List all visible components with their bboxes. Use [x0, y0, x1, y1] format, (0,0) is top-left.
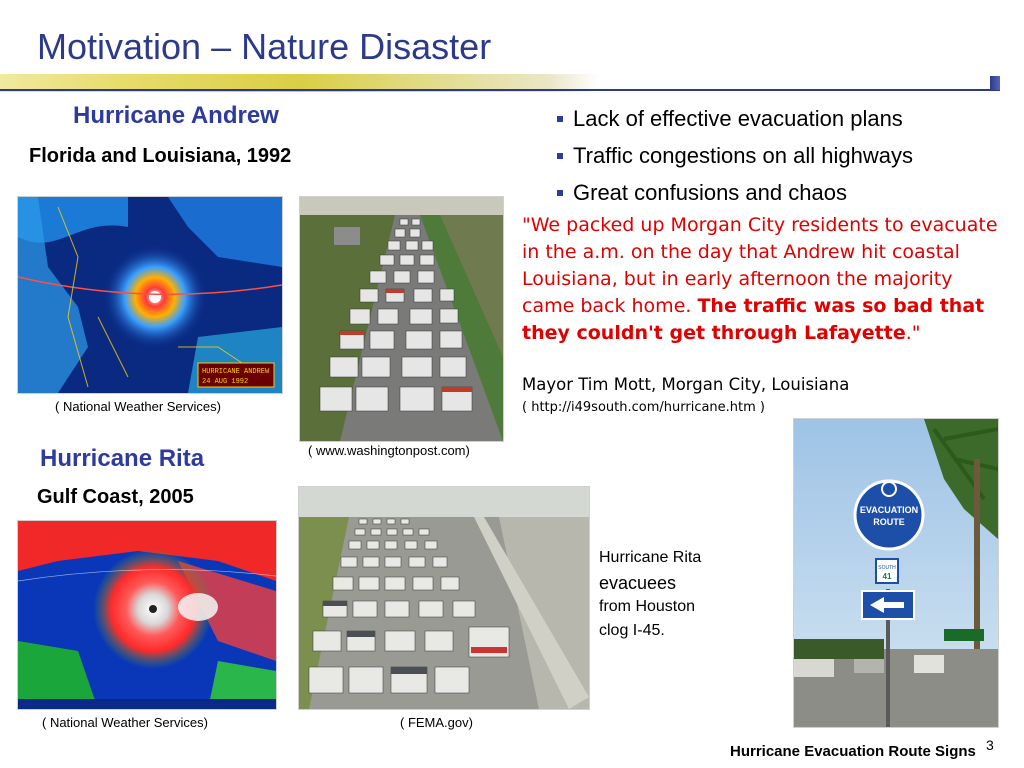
rita-satellite-caption: ( National Weather Services): [42, 715, 208, 730]
quote-part1: "We packed up Morgan City residents to evacuate in the a.m. on the day that Andrew hit coastal Louisiana, but in early afternoon the majority came back home.: [522, 214, 998, 317]
andrew-satellite-caption: ( National Weather Services): [55, 399, 221, 414]
mayor-quote: [522, 212, 1010, 347]
rita-text-line2: evacuees: [599, 573, 677, 593]
sign-text-line2: ROUTE: [873, 517, 905, 527]
page-number: 3: [986, 737, 994, 753]
andrew-traffic-caption: ( www.washingtonpost.com): [308, 443, 470, 458]
sign-photo-caption: Hurricane Evacuation Route Signs: [730, 743, 976, 760]
rita-text-line3: from Houston: [599, 598, 696, 615]
evacuation-sign-photo: [793, 418, 999, 728]
rita-traffic-photo: [298, 486, 590, 710]
rita-text-line1: Hurricane Rita: [599, 549, 702, 566]
andrew-stamp-line2: 24 AUG 1992: [202, 378, 249, 386]
bullet-marker-icon: [557, 190, 563, 196]
bullet-marker-icon: [557, 116, 563, 122]
bullet-marker-icon: [557, 153, 563, 159]
bullet-item: Great confusions and chaos: [557, 174, 913, 211]
bullet-item: Lack of effective evacuation plans: [557, 100, 913, 137]
title-rule: [0, 89, 1000, 91]
bullet-item: Traffic congestions on all highways: [557, 137, 913, 174]
shield-text-line2: 41: [882, 572, 892, 581]
rita-text-line4: clog I-45.: [599, 622, 665, 639]
shield-text-line1: SOUTH: [878, 565, 896, 571]
rita-heading: Hurricane Rita: [40, 445, 205, 472]
bullet-list: [557, 100, 913, 211]
andrew-subheading: Florida and Louisiana, 1992: [29, 145, 292, 167]
rita-evacuees-text: [599, 545, 749, 643]
slide-title: Motivation – Nature Disaster: [37, 26, 492, 67]
quote-part2: .": [905, 322, 921, 344]
andrew-heading: Hurricane Andrew: [73, 102, 279, 129]
sign-text-line1: EVACUATION: [859, 505, 919, 515]
quote-bold: The traffic was so bad that they couldn't get through Lafayette: [522, 295, 985, 344]
andrew-satellite-image: [17, 196, 283, 394]
quote-attribution: Mayor Tim Mott, Morgan City, Louisiana: [522, 375, 850, 394]
title-rule-end: [990, 76, 1000, 90]
andrew-traffic-photo: [299, 196, 504, 442]
rita-satellite-image: [17, 520, 277, 710]
rita-traffic-caption: ( FEMA.gov): [400, 715, 473, 730]
rita-subheading: Gulf Coast, 2005: [37, 486, 194, 508]
quote-source: ( http://i49south.com/hurricane.htm ): [522, 400, 766, 415]
andrew-stamp-line1: HURRICANE ANDREW: [202, 368, 270, 376]
